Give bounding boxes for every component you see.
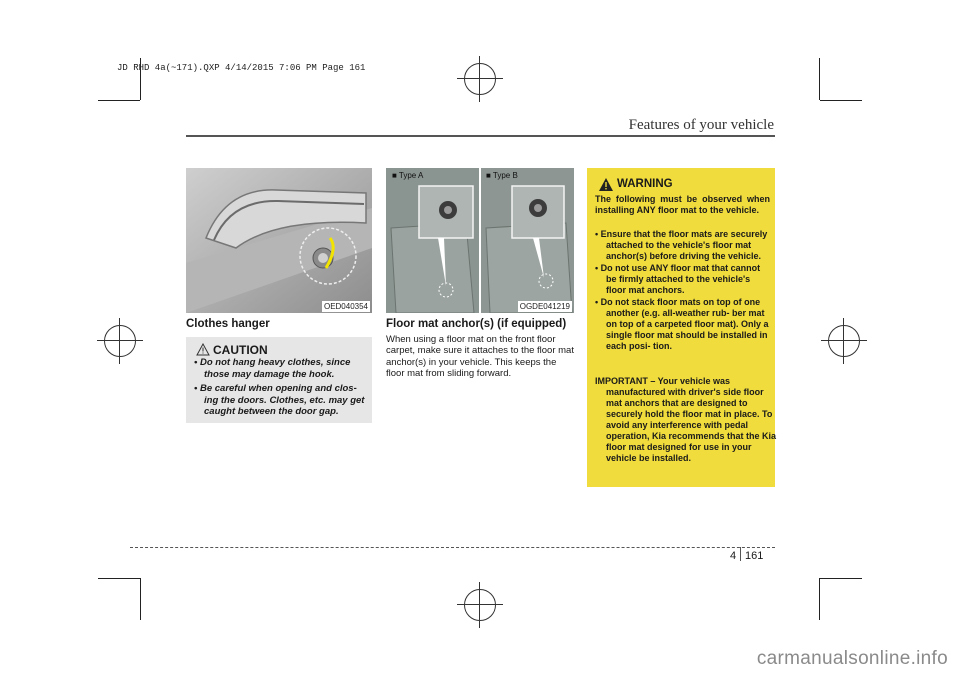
clothes-hanger-photo [186, 168, 372, 313]
section-number: 4 [730, 550, 737, 562]
registration-mark-icon [464, 589, 496, 621]
crop-mark [98, 578, 140, 579]
header-title: Features of your vehicle [628, 117, 774, 133]
clothes-hanger-illustration [186, 168, 372, 313]
print-slug: JD RHD 4a(~171).QXP 4/14/2015 7:06 PM Page 161 [117, 63, 366, 73]
warning-item: • Do not stack floor mats on top of one another (e.g. all-weather rub- ber mat on top of a carpeted floor mat). Only a single floor mat should be installed in each posi- tion. [595, 297, 769, 351]
warning-intro: The following must be observed when installing ANY floor mat to the vehicle. [595, 194, 770, 215]
warning-important: IMPORTANT – Your vehicle was manufactured with driver's side floor mat anchors that are designed to securely hold the floor mat in place. To avoid any interference with pedal operation, Kia recommends that the Kia floor mat designed for use in your vehicle be installed. [595, 376, 777, 463]
crop-mark [819, 58, 820, 100]
clothes-hanger-heading: Clothes hanger [186, 318, 270, 330]
warning-item: • Ensure that the floor mats are securely attached to the vehicle's floor mat anchor(s) before driving the vehicle. [595, 229, 768, 261]
caution-triangle-icon [196, 343, 210, 356]
page-number-divider [740, 547, 741, 561]
floor-mat-body: When using a floor mat on the front floor carpet, make sure it attaches to the floor mat anchor(s) in your vehicle. This keeps the floor mat from sliding forward. [386, 334, 574, 379]
caution-list [194, 357, 368, 421]
warning-triangle-icon [598, 177, 614, 192]
crop-mark [98, 100, 140, 101]
warning-list [595, 229, 770, 353]
crop-mark [819, 578, 820, 620]
type-b-label: ■ Type B [486, 171, 518, 180]
warning-item: • Do not use ANY floor mat that cannot be firmly attached to the vehicle's floor mat anchors. [595, 263, 761, 295]
photo-code: OGDE041219 [519, 302, 570, 311]
photo-code: OED040354 [323, 302, 368, 311]
registration-mark-icon [104, 325, 136, 357]
caution-title: CAUTION [213, 343, 268, 357]
footer-rule [130, 547, 775, 548]
caution-box [186, 337, 372, 423]
crop-mark [820, 578, 862, 579]
crop-mark [140, 578, 141, 620]
page-number: 161 [745, 550, 764, 562]
warning-box [587, 168, 775, 487]
caution-item: • Do not hang heavy clothes, since those may damage the hook. [194, 357, 351, 380]
crop-mark [820, 100, 862, 101]
type-a-label: ■ Type A [392, 171, 424, 180]
caution-item: • Be careful when opening and clos- ing the doors. Clothes, etc. may get caught between the door gap. [194, 383, 365, 417]
floor-mat-anchor-photo [386, 168, 574, 313]
header-rule [186, 135, 775, 137]
floor-mat-heading: Floor mat anchor(s) (if equipped) [386, 318, 567, 330]
registration-mark-icon [828, 325, 860, 357]
registration-mark-icon [464, 63, 496, 95]
warning-title: WARNING [617, 178, 673, 190]
watermark: carmanualsonline.info [756, 648, 948, 669]
floor-mat-anchor-illustration [386, 168, 574, 313]
